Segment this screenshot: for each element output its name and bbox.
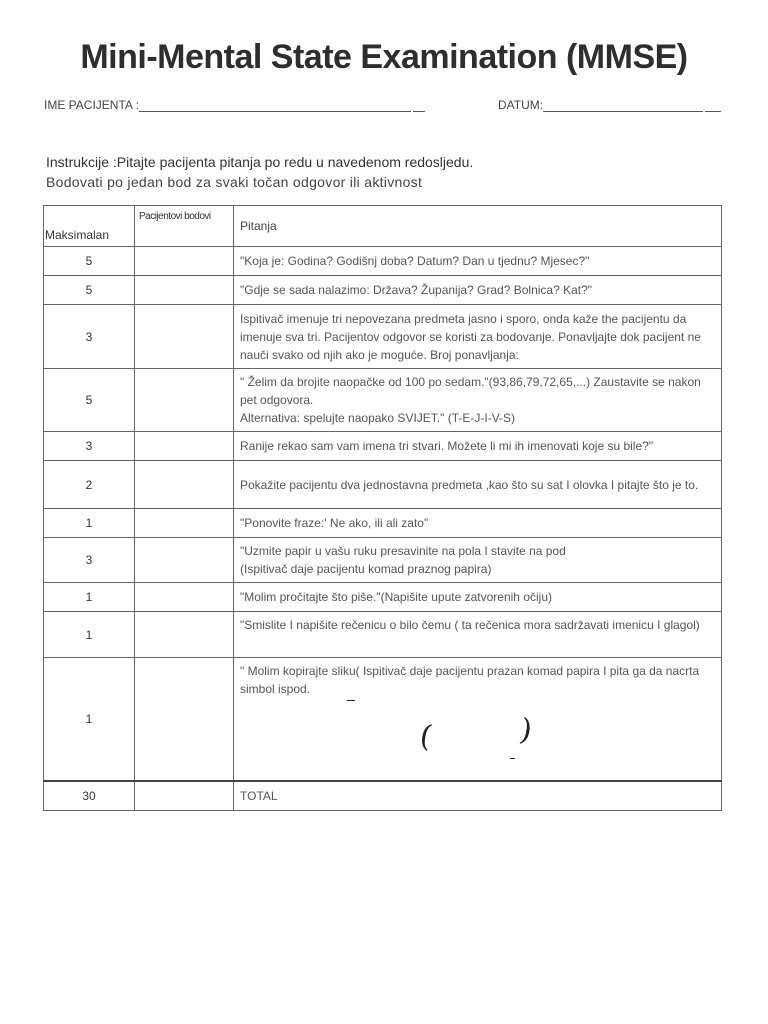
page-title: Mini-Mental State Examination (MMSE)	[80, 38, 688, 76]
question-text: Ranije rekao sam vam imena tri stvari. Možete li mi ih imenovati koje su bile?"	[234, 432, 722, 461]
max-score: 2	[44, 461, 135, 509]
total-label: TOTAL	[234, 781, 722, 810]
date-line[interactable]	[543, 99, 703, 112]
header-points: Pacijentovi bodovi	[135, 206, 234, 247]
header-max: Maksimalan	[44, 206, 135, 247]
patient-score-cell[interactable]	[135, 369, 234, 432]
copy-figure	[240, 698, 715, 776]
table-row	[44, 658, 722, 782]
question-text-line-2: Alternativa: spelujte naopako SVIJET." (T-E-J-I-V-S)	[240, 411, 516, 425]
table-row	[44, 538, 722, 583]
max-score: 1	[44, 583, 135, 612]
question-text	[234, 658, 722, 782]
max-score: 5	[44, 247, 135, 276]
patient-score-cell[interactable]	[135, 583, 234, 612]
patient-name-field[interactable]	[44, 98, 425, 112]
table-row	[44, 612, 722, 658]
question-text: "Ponovite fraze:' Ne ako, ili ali zato"	[234, 509, 722, 538]
table-row	[44, 276, 722, 305]
date-label: DATUM:	[498, 98, 544, 112]
date-field[interactable]	[498, 98, 721, 112]
patient-score-cell[interactable]	[135, 461, 234, 509]
question-text	[234, 538, 722, 583]
question-text: Ispitivač imenuje tri nepovezana predmeta jasno i sporo, onda kaže the pacijentu da imenuje sva tri. Pacijentov odgovor se koristi za bodovanje. Ponavljajte dok pacijent ne nauči svako od njih ako je moguće. Broj ponavljanja:	[234, 305, 722, 369]
patient-score-cell[interactable]	[135, 276, 234, 305]
patient-score-cell[interactable]	[135, 658, 234, 782]
table-row	[44, 583, 722, 612]
table-header-row	[44, 206, 722, 247]
question-text: "Koja je: Godina? Godišnj doba? Datum? Dan u tjednu? Mjesec?"	[234, 247, 722, 276]
max-score: 3	[44, 538, 135, 583]
patient-score-cell[interactable]	[135, 432, 234, 461]
max-score: 5	[44, 369, 135, 432]
patient-name-line[interactable]	[139, 99, 411, 112]
figure-right-mark: )	[517, 712, 535, 749]
max-score: 1	[44, 658, 135, 782]
table-row	[44, 247, 722, 276]
figure-left-mark: (	[417, 718, 435, 755]
question-text-line-1: "Uzmite papir u vašu ruku presavinite na pola I stavite na pod	[240, 544, 566, 558]
date-line-tail	[705, 99, 721, 112]
question-text-line-2: (Ispitivač daje pacijentu komad praznog papira)	[240, 562, 492, 576]
instructions-line-2: Bodovati po jedan bod za svaki točan odgovor ili aktivnost	[46, 174, 423, 190]
max-score: 3	[44, 305, 135, 369]
total-patient-score-cell[interactable]	[135, 781, 234, 810]
question-text: Pokažite pacijentu dva jednostavna predmeta ,kao što su sat I olovka I pitajte što je to.	[234, 461, 722, 509]
question-text	[234, 369, 722, 432]
instructions-line-1: Instrukcije :Pitajte pacijenta pitanja po redu u navedenom redosljedu.	[46, 154, 474, 170]
patient-name-label: IME PACIJENTA :	[44, 98, 139, 112]
question-text: "Smislite I napišite rečenicu o bilo čemu ( ta rečenica mora sadržavati imenicu I glagol)	[234, 612, 722, 658]
table-row	[44, 432, 722, 461]
patient-score-cell[interactable]	[135, 612, 234, 658]
header-question: Pitanja	[234, 206, 722, 247]
table-row	[44, 509, 722, 538]
question-text: "Gdje se sada nalazimo: Država? Županija? Grad? Bolnica? Kat?"	[234, 276, 722, 305]
mmse-table	[43, 205, 722, 811]
table-row	[44, 461, 722, 509]
patient-score-cell[interactable]	[135, 538, 234, 583]
question-text-line: " Molim kopirajte sliku( Ispitivač daje pacijentu prazan komad papira I pita ga da nacrta simbol ispod.	[240, 664, 700, 696]
table-row	[44, 369, 722, 432]
question-text-line-1: " Želim da brojite naopačke od 100 po sedam."(93,86,79,72,65,...) Zaustavite se nakon pet odgovora.	[240, 375, 701, 407]
max-score: 1	[44, 612, 135, 658]
max-score: 1	[44, 509, 135, 538]
patient-name-line-tail	[413, 99, 425, 112]
total-max: 30	[44, 781, 135, 810]
question-text: "Molim pročitajte što piše."(Napišite upute zatvorenih očiju)	[234, 583, 722, 612]
figure-dash	[510, 758, 515, 759]
table-row	[44, 305, 722, 369]
figure-dash	[347, 700, 355, 701]
patient-score-cell[interactable]	[135, 509, 234, 538]
patient-score-cell[interactable]	[135, 247, 234, 276]
patient-score-cell[interactable]	[135, 305, 234, 369]
total-row	[44, 781, 722, 810]
max-score: 3	[44, 432, 135, 461]
max-score: 5	[44, 276, 135, 305]
